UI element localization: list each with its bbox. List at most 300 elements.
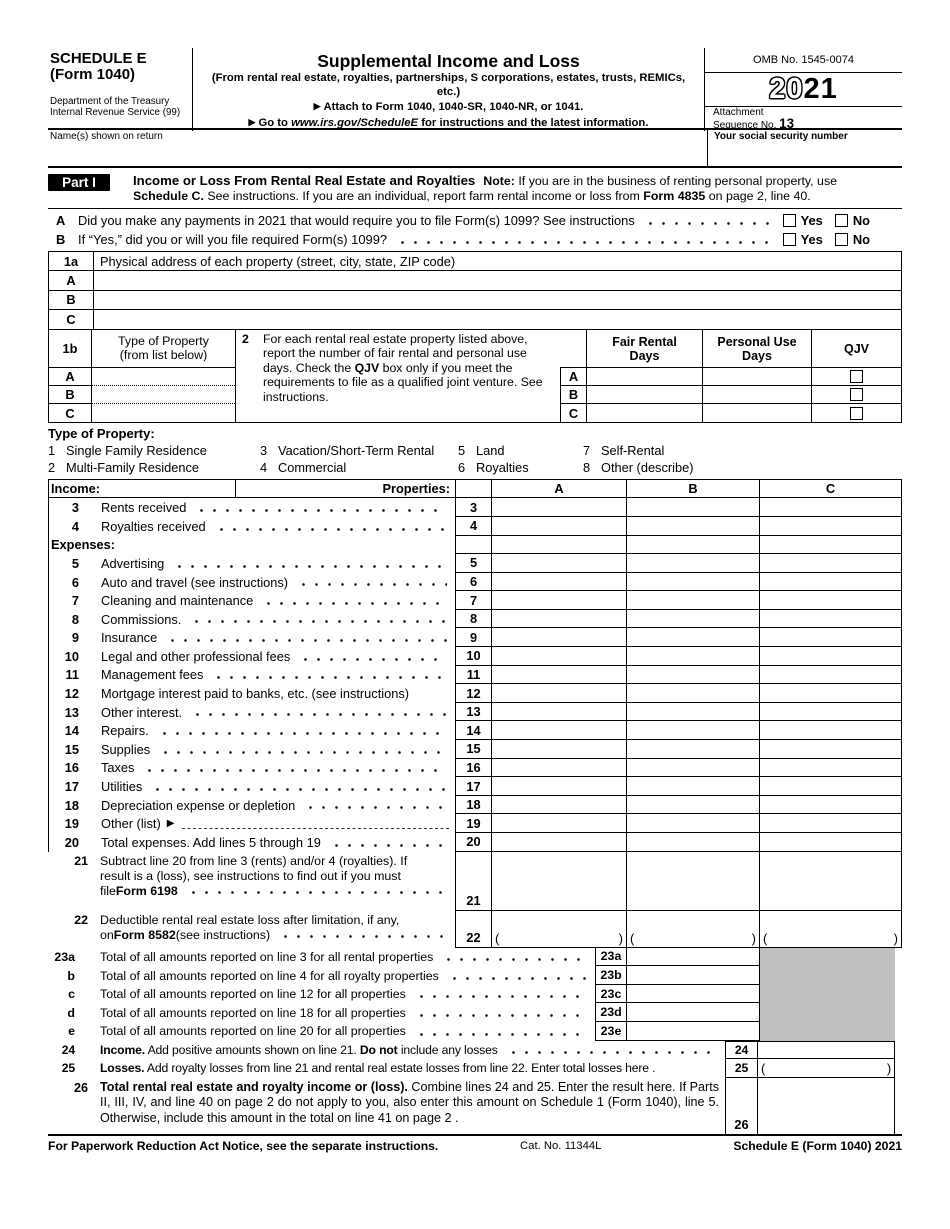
line-16-C-entry[interactable] — [760, 759, 902, 778]
dot-leader — [262, 591, 447, 610]
line-13-C-entry[interactable] — [760, 703, 902, 722]
line-25-number: 25 — [61, 1061, 75, 1076]
line-label: Supplies — [101, 741, 151, 757]
line-1a-header-row — [49, 252, 901, 271]
property-letter: A — [560, 368, 586, 386]
line-21-text-1: Subtract line 20 from line 3 (rents) and/or 4 (royalties). If — [100, 853, 408, 868]
line-label: Mortgage interest paid to banks, etc. (see instructions) — [101, 686, 409, 702]
dot-leader — [159, 740, 447, 759]
close-paren: ) — [618, 930, 623, 946]
line-4-box: 4 — [455, 517, 492, 536]
personal-use-days-B[interactable] — [702, 386, 811, 404]
line-20-box: 20 — [455, 833, 492, 852]
line-number: 10 — [64, 648, 79, 664]
question-a-no-checkbox[interactable] — [835, 214, 848, 227]
dot-leader — [299, 647, 447, 666]
line-3-B-entry[interactable] — [627, 498, 760, 517]
ssn-input[interactable] — [714, 142, 902, 166]
line-9-A-entry[interactable] — [492, 628, 627, 647]
line-5-label — [48, 554, 455, 573]
dot-leader — [507, 1041, 717, 1060]
expenses-section-label: Expenses: — [51, 537, 116, 553]
line-12-B-entry[interactable] — [627, 684, 760, 703]
dot-leader — [215, 517, 447, 536]
dot-leader — [644, 211, 775, 230]
form-header — [48, 48, 902, 130]
line-15-C-entry[interactable] — [760, 740, 902, 759]
line-20-A-entry[interactable] — [492, 833, 627, 852]
line-12-C-entry[interactable] — [760, 684, 902, 703]
line-24-number: 24 — [61, 1042, 75, 1057]
line-16-A-entry[interactable] — [492, 759, 627, 778]
line-23c-row — [48, 985, 902, 1004]
dot-leader — [195, 498, 447, 517]
form-6198-ref: Form 6198 — [115, 884, 178, 899]
other-list-input[interactable] — [182, 814, 449, 833]
line-6-B-entry[interactable] — [627, 573, 760, 592]
attach-text: Attach to Form 1040, 1040-SR, 1040-NR, or 1041. — [323, 101, 584, 113]
shaded-area — [760, 948, 895, 967]
property-letter: C — [560, 404, 586, 422]
line-18-A-entry[interactable] — [492, 796, 627, 815]
line-12-A-entry[interactable] — [492, 684, 627, 703]
line-3-A-entry[interactable] — [492, 498, 627, 517]
line-label: Depreciation expense or depletion — [101, 797, 296, 813]
line-5-A-entry[interactable] — [492, 554, 627, 573]
expenses-section-row — [48, 536, 902, 555]
option-label: Vacation/Short-Term Rental — [278, 442, 435, 458]
line-19-label — [48, 814, 455, 833]
line-2-text: For each rental real estate property listed above, report the number of fair rental and personal use days. Check the QJV box only if you meet the requirements to file as a qualified joint venture. See instructions. — [263, 331, 543, 404]
line-12-box: 12 — [455, 684, 492, 703]
form-footer — [48, 1134, 902, 1161]
name-label: Name(s) shown on return — [50, 131, 163, 142]
line-5-C-entry[interactable] — [760, 554, 902, 573]
option-number: 6 — [458, 460, 466, 476]
line-13-box: 13 — [455, 703, 492, 722]
line-13-label — [48, 703, 455, 722]
line-6-A-entry[interactable] — [492, 573, 627, 592]
line-15-row — [48, 740, 902, 759]
line-6-label — [48, 573, 455, 592]
line-8-box: 8 — [455, 610, 492, 629]
line-18-label — [48, 796, 455, 815]
spacer-cell — [455, 536, 492, 555]
line-label: Total of all amounts reported on line 18 for all properties — [100, 1005, 406, 1020]
line-number: 3 — [71, 500, 79, 516]
line-number: 8 — [71, 611, 79, 627]
option-number: 3 — [260, 442, 268, 458]
fair-rental-days-C[interactable] — [586, 404, 702, 422]
line-number: 9 — [71, 630, 79, 646]
line-10-label — [48, 647, 455, 666]
line-6-box: 6 — [455, 573, 492, 592]
option-label: Commercial — [278, 460, 347, 476]
line-11-row — [48, 666, 902, 685]
type-of-property-title: Type of Property: — [48, 425, 155, 441]
line-24-row — [48, 1041, 902, 1060]
line-4-C-entry[interactable] — [760, 517, 902, 536]
line-17-box: 17 — [455, 777, 492, 796]
line-label: Insurance — [101, 630, 158, 646]
line-23c-entry[interactable] — [627, 985, 760, 1004]
line-21-C-entry[interactable] — [760, 852, 902, 911]
line-label: Auto and travel (see instructions) — [101, 574, 289, 590]
property-type-option-6 — [458, 459, 583, 477]
line-23a-entry[interactable] — [627, 948, 760, 967]
line-11-label — [48, 666, 455, 685]
part1-heading: Income or Loss From Rental Real Estate and Royalties — [133, 173, 476, 188]
line-22-B-entry[interactable] — [627, 911, 760, 948]
properties-label: Properties: — [382, 481, 450, 497]
line-9-C-entry[interactable] — [760, 628, 902, 647]
line-14-box: 14 — [455, 721, 492, 740]
line-25-entry[interactable] — [758, 1059, 895, 1078]
line-22-C-entry[interactable] — [760, 911, 902, 948]
line-7-C-entry[interactable] — [760, 591, 902, 610]
line-20-B-entry[interactable] — [627, 833, 760, 852]
line-23e-entry[interactable] — [627, 1022, 760, 1041]
qjv-cell-B — [811, 386, 902, 404]
form-footer-id: Schedule E (Form 1040) 2021 — [733, 1138, 902, 1153]
line-21-text-3: file Form 6198 — [100, 884, 455, 899]
dot-leader — [187, 884, 447, 899]
line-3-label — [48, 498, 455, 517]
question-a-yes-checkbox[interactable] — [783, 214, 796, 227]
option-number: 4 — [260, 460, 268, 476]
line-21-A-entry[interactable] — [492, 852, 627, 911]
line-10-C-entry[interactable] — [760, 647, 902, 666]
line-15-label — [48, 740, 455, 759]
question-b-yes-label: Yes — [800, 232, 823, 247]
personal-use-days-C[interactable] — [702, 404, 811, 422]
spacer — [895, 1078, 902, 1134]
property-letter: B — [49, 291, 94, 309]
omb-year-block — [705, 48, 902, 131]
line-10-row — [48, 647, 902, 666]
line-6-C-entry[interactable] — [760, 573, 902, 592]
qjv-cell-C — [811, 404, 902, 422]
line-23a-row — [48, 948, 902, 967]
question-a-yes-label: Yes — [800, 213, 823, 228]
line-8-C-entry[interactable] — [760, 610, 902, 629]
property-letter: A — [48, 368, 92, 386]
dot-leader — [415, 1003, 587, 1022]
line-23a-label — [48, 948, 595, 967]
line-16-row — [48, 759, 902, 778]
line-number: 16 — [64, 760, 79, 776]
line-label: Repairs. — [101, 723, 149, 739]
form-subtitle: (From rental real estate, royalties, partnerships, S corporations, estates, trusts, REMICs, etc.) — [211, 72, 686, 98]
line-14-B-entry[interactable] — [627, 721, 760, 740]
line-13-A-entry[interactable] — [492, 703, 627, 722]
line-8-B-entry[interactable] — [627, 610, 760, 629]
line-14-C-entry[interactable] — [760, 721, 902, 740]
irs-url-link[interactable]: www.irs.gov/ScheduleE — [291, 117, 419, 129]
line-number: 11 — [65, 667, 79, 683]
line-24-entry[interactable] — [758, 1041, 895, 1060]
qjv-checkbox-C[interactable] — [850, 407, 863, 420]
header-number-spacer — [455, 480, 492, 499]
question-b-number: B — [56, 232, 66, 247]
line-14-A-entry[interactable] — [492, 721, 627, 740]
attachment-sequence — [705, 107, 902, 131]
line-13-B-entry[interactable] — [627, 703, 760, 722]
line-10-B-entry[interactable] — [627, 647, 760, 666]
line-number: 12 — [64, 686, 79, 702]
line-15-box: 15 — [455, 740, 492, 759]
line-23e-label — [48, 1022, 595, 1041]
line-19-row — [48, 814, 902, 833]
option-number: 8 — [583, 460, 591, 476]
question-b-no-checkbox[interactable] — [835, 233, 848, 246]
spacer-cell — [760, 536, 902, 555]
questions-block — [48, 208, 902, 251]
type-header-line1: Type of Property — [118, 333, 209, 348]
qjv-cell-A — [811, 368, 902, 386]
line-1a-header-label: Physical address of each property (street, city, state, ZIP code) — [100, 253, 456, 269]
spacer — [895, 1041, 902, 1060]
line-16-box: 16 — [455, 759, 492, 778]
dot-leader — [191, 703, 447, 722]
goto-post: for instructions and the latest information. — [418, 117, 649, 129]
line-8-row — [48, 610, 902, 629]
dot-leader — [151, 777, 447, 796]
option-number: 5 — [458, 442, 466, 458]
attach-instruction — [199, 99, 698, 115]
line-23d-label — [48, 1003, 595, 1022]
line-2-number: 2 — [242, 331, 249, 346]
line-7-label — [48, 591, 455, 610]
line-4-row — [48, 517, 902, 536]
shaded-area — [760, 985, 895, 1004]
line-4-A-entry[interactable] — [492, 517, 627, 536]
line-19-A-entry[interactable] — [492, 814, 627, 833]
line-9-box: 9 — [455, 628, 492, 647]
line-12-label — [48, 684, 455, 703]
line-16-B-entry[interactable] — [627, 759, 760, 778]
option-label: Multi-Family Residence — [66, 460, 199, 476]
line-21-label — [48, 852, 455, 911]
line-7-row — [48, 591, 902, 610]
income-rows — [48, 498, 902, 535]
line-3-C-entry[interactable] — [760, 498, 902, 517]
line-22-text-2: on Form 8582 (see instructions) — [100, 928, 455, 943]
line-23b-entry[interactable] — [627, 966, 760, 985]
line-1a-table — [48, 251, 902, 330]
question-b-text: If “Yes,” did you or will you file required Form(s) 1099? — [78, 232, 388, 247]
agency-line-1: Department of the Treasury — [50, 96, 170, 107]
question-b-yes-checkbox[interactable] — [783, 233, 796, 246]
line-label: Other (list) — [101, 816, 161, 832]
line-label: Total of all amounts reported on line 4 for all royalty properties — [100, 968, 439, 983]
line-9-row — [48, 628, 902, 647]
column-b-header: B — [627, 480, 760, 499]
line-23d-box: 23d — [595, 1003, 627, 1022]
schedule-c-ref: Schedule C. — [133, 189, 204, 203]
dot-leader — [158, 721, 447, 740]
sequence-number: 13 — [779, 115, 795, 131]
line-17-A-entry[interactable] — [492, 777, 627, 796]
line-5-box: 5 — [455, 554, 492, 573]
dot-leader — [396, 230, 775, 249]
line-18-B-entry[interactable] — [627, 796, 760, 815]
line-8-A-entry[interactable] — [492, 610, 627, 629]
line-10-A-entry[interactable] — [492, 647, 627, 666]
spacer — [895, 966, 902, 985]
address-rows — [49, 271, 901, 329]
expense-rows — [48, 554, 902, 852]
line-26-entry[interactable] — [758, 1078, 895, 1134]
fair-rental-days-B[interactable] — [586, 386, 702, 404]
property-letter: A — [49, 271, 94, 289]
line-label: Other interest. — [101, 704, 183, 720]
line-23e-box: 23e — [595, 1022, 627, 1041]
line-1b-number: 1b — [48, 330, 92, 368]
property-type-option-2 — [48, 459, 260, 477]
line-15-A-entry[interactable] — [492, 740, 627, 759]
question-b-row — [48, 230, 902, 249]
expenses-label-cell — [48, 536, 455, 555]
line-17-C-entry[interactable] — [760, 777, 902, 796]
type-of-property-input-C[interactable] — [92, 404, 235, 422]
line-23b-row — [48, 966, 902, 985]
personal-use-days-A[interactable] — [702, 368, 811, 386]
line-22-A-entry[interactable] — [492, 911, 627, 948]
arrow-right-icon: ▶ — [248, 117, 256, 127]
line-11-C-entry[interactable] — [760, 666, 902, 685]
line-22-number: 22 — [74, 912, 88, 927]
property-type-option-7 — [583, 442, 902, 460]
question-a-no-label: No — [852, 213, 870, 228]
line-7-box: 7 — [455, 591, 492, 610]
line-1a-number: 1a — [49, 252, 94, 270]
line-22-text-1: Deductible rental real estate loss after limitation, if any, — [100, 912, 400, 927]
name-input[interactable] — [50, 142, 707, 166]
line-21-box: 21 — [455, 852, 492, 911]
line-14-label — [48, 721, 455, 740]
qjv-checkbox-A[interactable] — [850, 370, 863, 383]
line-17-B-entry[interactable] — [627, 777, 760, 796]
line-number: 14 — [64, 723, 79, 739]
line-code: c — [68, 987, 75, 1002]
note-rest: If you are in the business of renting personal property, use — [514, 174, 838, 188]
dot-leader — [415, 1022, 587, 1041]
option-label: Other (describe) — [601, 460, 694, 476]
line-number: 4 — [71, 518, 79, 534]
sequence-label: Sequence No. — [713, 119, 780, 131]
line-23e-row — [48, 1022, 902, 1041]
line-label: Taxes — [101, 760, 135, 776]
line-code: d — [67, 1005, 75, 1020]
qjv-bold: QJV — [354, 360, 380, 375]
line-21-row — [48, 852, 902, 911]
line-18-C-entry[interactable] — [760, 796, 902, 815]
property-type-option-5 — [458, 442, 583, 460]
line-number: 6 — [71, 574, 79, 590]
line-number: 20 — [64, 834, 79, 850]
name-ssn-row — [48, 130, 902, 168]
line-23d-entry[interactable] — [627, 1003, 760, 1022]
line-26-number: 26 — [73, 1080, 88, 1095]
type-of-property-header — [92, 330, 235, 368]
header-spacer-cell — [560, 330, 586, 368]
line-20-C-entry[interactable] — [760, 833, 902, 852]
line-20-row — [48, 833, 902, 852]
line-17-row — [48, 777, 902, 796]
note-label: Note: — [483, 174, 515, 188]
line-8-label — [48, 610, 455, 629]
line-21-text-2: result is a (loss), see instructions to find out if you must — [100, 868, 401, 883]
type-of-property-input-B[interactable] — [92, 386, 235, 404]
line-9-label — [48, 628, 455, 647]
option-number: 7 — [583, 442, 591, 458]
line-11-A-entry[interactable] — [492, 666, 627, 685]
income-properties-header — [48, 480, 455, 499]
line-13-row — [48, 703, 902, 722]
line-26-label — [48, 1078, 725, 1134]
line-code: 23a — [54, 949, 75, 964]
question-a-text: Did you make any payments in 2021 that would require you to file Form(s) 1099? See instructions — [78, 213, 635, 228]
line-19-C-entry[interactable] — [760, 814, 902, 833]
property-letter: C — [49, 310, 94, 328]
shaded-area — [760, 966, 895, 985]
line-7-A-entry[interactable] — [492, 591, 627, 610]
line-number: 15 — [64, 741, 79, 757]
spacer — [895, 1003, 902, 1022]
line-23b-label — [48, 966, 595, 985]
spacer — [895, 985, 902, 1004]
type-of-property-input-A[interactable] — [92, 368, 235, 386]
dot-leader — [330, 833, 447, 852]
line-4-B-entry[interactable] — [627, 517, 760, 536]
line-21-number: 21 — [74, 853, 88, 868]
line-23c-label — [48, 985, 595, 1004]
line-23d-row — [48, 1003, 902, 1022]
line-label: Royalties received — [101, 518, 206, 534]
income-expenses-table — [48, 479, 902, 948]
line-9-B-entry[interactable] — [627, 628, 760, 647]
line-26-bold-text: Total rental real estate and royalty income or (loss). — [100, 1079, 408, 1094]
line-7-B-entry[interactable] — [627, 591, 760, 610]
line-19-B-entry[interactable] — [627, 814, 760, 833]
line-label: Total expenses. Add lines 5 through 19 — [101, 834, 321, 850]
fair-rental-days-A[interactable] — [586, 368, 702, 386]
name-cell — [48, 130, 707, 166]
line-5-B-entry[interactable] — [627, 554, 760, 573]
line-11-B-entry[interactable] — [627, 666, 760, 685]
line-23c-box: 23c — [595, 985, 627, 1004]
qjv-checkbox-B[interactable] — [850, 388, 863, 401]
line-3-row — [48, 498, 902, 517]
address-input-C[interactable] — [94, 310, 901, 328]
line-24-text: Income. Add positive amounts shown on line 21. Do not include any losses — [100, 1042, 498, 1057]
shaded-area — [760, 1003, 895, 1022]
line-21-B-entry[interactable] — [627, 852, 760, 911]
question-b-no-label: No — [852, 232, 870, 247]
arrow-right-icon: ▶ — [166, 818, 175, 830]
line-15-B-entry[interactable] — [627, 740, 760, 759]
option-number: 1 — [48, 442, 56, 458]
omb-number: OMB No. 1545-0074 — [705, 48, 902, 73]
address-input-B[interactable] — [94, 291, 901, 309]
dot-leader — [143, 759, 447, 778]
part1-header — [48, 168, 902, 208]
address-input-A[interactable] — [94, 271, 901, 289]
form-4835-ref: Form 4835 — [643, 189, 706, 203]
close-paren: ) — [893, 930, 898, 946]
form-number: (Form 1040) — [50, 66, 136, 83]
